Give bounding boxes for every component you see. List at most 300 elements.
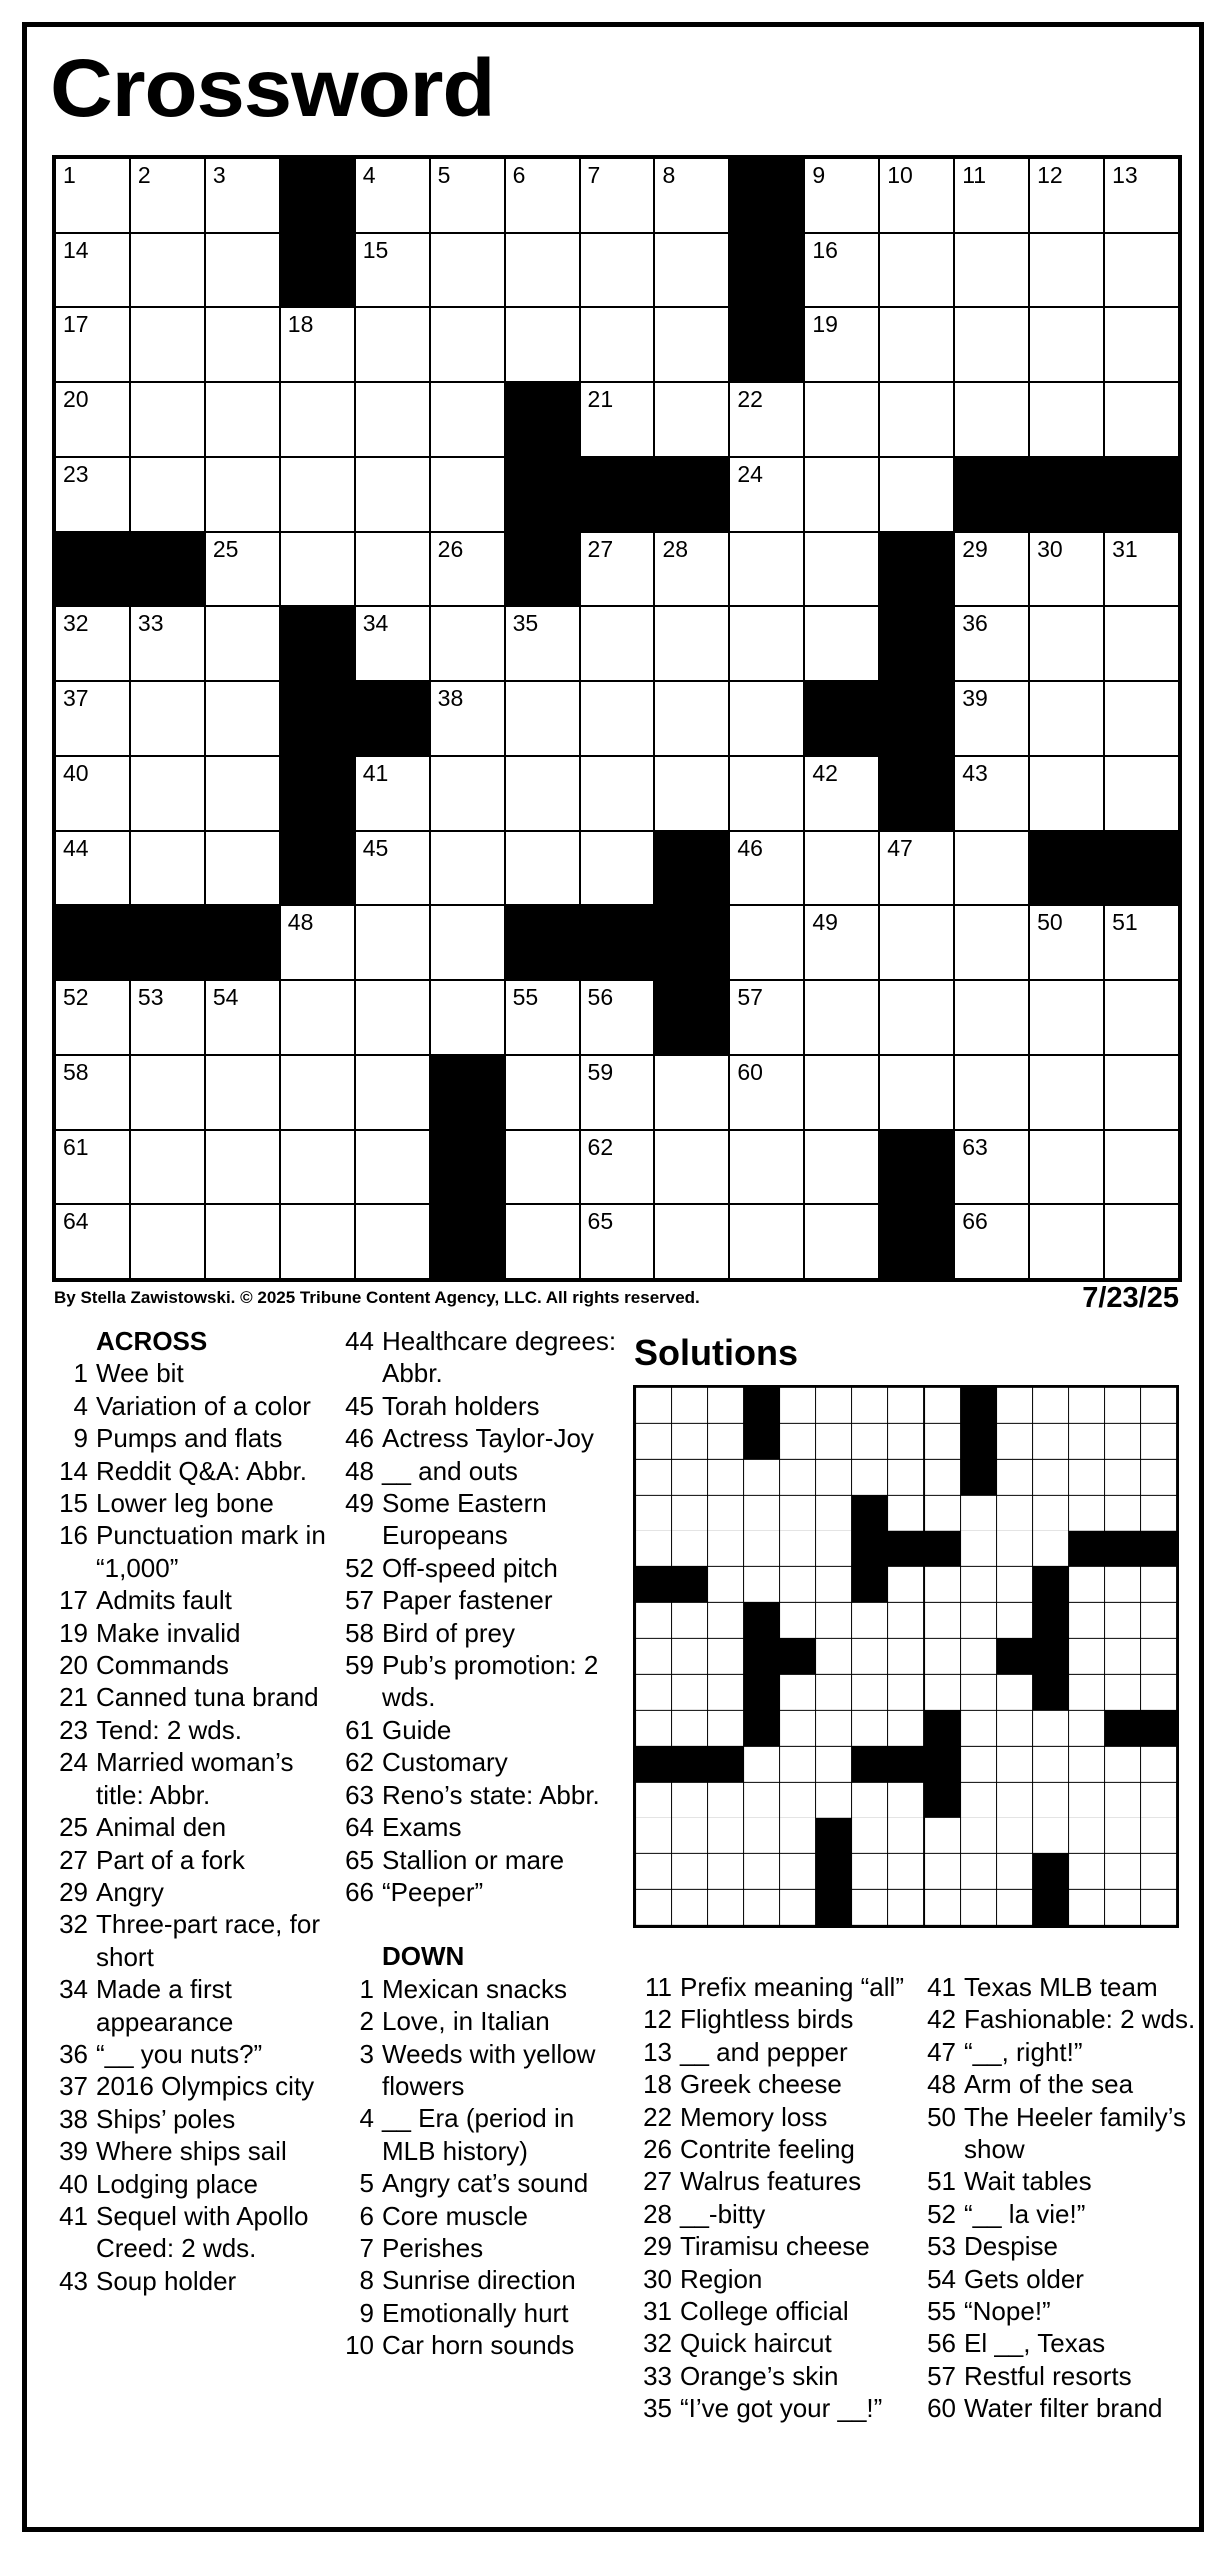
grid-cell[interactable] — [655, 682, 728, 755]
grid-cell[interactable] — [356, 1205, 429, 1278]
clue-label-number: 49 — [345, 1488, 374, 1519]
grid-cell[interactable] — [880, 1056, 953, 1129]
grid-cell[interactable] — [431, 832, 504, 905]
grid-cell[interactable] — [431, 234, 504, 307]
grid-cell[interactable] — [281, 981, 354, 1054]
grid-cell[interactable] — [655, 607, 728, 680]
grid-cell[interactable] — [131, 757, 204, 830]
clue-text: Canned tuna brand — [96, 1682, 319, 1713]
solution-cell — [961, 1496, 996, 1531]
grid-cell[interactable] — [805, 383, 878, 456]
clue-number: 49 — [812, 909, 838, 936]
grid-cell[interactable] — [730, 1131, 803, 1204]
grid-cell[interactable] — [56, 607, 129, 680]
grid-cell[interactable] — [281, 533, 354, 606]
grid-cell[interactable] — [431, 458, 504, 531]
grid-cell[interactable] — [506, 607, 579, 680]
grid-cell[interactable] — [955, 981, 1028, 1054]
solution-cell — [1069, 1460, 1104, 1495]
across-clue — [336, 1617, 626, 1649]
grid-cell[interactable] — [805, 1056, 878, 1129]
grid-cell[interactable] — [356, 832, 429, 905]
grid-cell[interactable] — [206, 1131, 279, 1204]
grid-cell[interactable] — [1030, 533, 1103, 606]
solution-cell — [997, 1388, 1032, 1423]
grid-cell[interactable] — [955, 1131, 1028, 1204]
grid-cell[interactable] — [730, 1056, 803, 1129]
clue-text: College official — [680, 2296, 849, 2327]
clue-number: 18 — [287, 311, 314, 338]
down-clue — [918, 2036, 1208, 2068]
solution-cell — [1105, 1424, 1140, 1459]
grid-cell[interactable] — [1030, 234, 1103, 307]
grid-cell[interactable] — [581, 533, 654, 606]
grid-cell[interactable] — [1105, 906, 1178, 979]
grid-cell[interactable] — [356, 308, 429, 381]
clue-number: 33 — [137, 610, 164, 637]
solution-cell — [852, 1675, 887, 1710]
grid-cell[interactable] — [506, 234, 579, 307]
grid-cell[interactable] — [805, 757, 878, 830]
grid-cell[interactable] — [955, 832, 1028, 905]
grid-cell[interactable] — [1030, 682, 1103, 755]
clue-text: __-bitty — [680, 2198, 766, 2229]
black-square — [281, 234, 354, 307]
clue-label-number: 45 — [345, 1390, 374, 1421]
grid-cell[interactable] — [581, 1205, 654, 1278]
clue-number: 40 — [63, 759, 89, 786]
grid-cell[interactable] — [431, 308, 504, 381]
grid-cell[interactable] — [880, 981, 953, 1054]
solution-cell — [925, 1388, 960, 1423]
grid-cell[interactable] — [56, 383, 129, 456]
grid-cell[interactable] — [805, 832, 878, 905]
black-square — [581, 906, 654, 979]
grid-cell[interactable] — [131, 832, 204, 905]
grid-cell[interactable] — [1030, 383, 1103, 456]
clue-number: 44 — [63, 834, 89, 861]
clue-text: Water filter brand — [964, 2393, 1163, 2424]
solution-cell — [1033, 1496, 1068, 1531]
grid-cell[interactable] — [206, 1205, 279, 1278]
clue-label-number: 53 — [927, 2231, 956, 2262]
grid-cell[interactable] — [431, 607, 504, 680]
grid-cell[interactable] — [1030, 1056, 1103, 1129]
grid-cell[interactable] — [730, 533, 803, 606]
grid-cell[interactable] — [206, 383, 279, 456]
grid-cell[interactable] — [655, 757, 728, 830]
grid-cell[interactable] — [206, 757, 279, 830]
grid-cell[interactable] — [1105, 1056, 1178, 1129]
solution-cell — [997, 1854, 1032, 1889]
grid-cell[interactable] — [1030, 607, 1103, 680]
grid-cell[interactable] — [356, 1056, 429, 1129]
clue-number: 11 — [962, 162, 987, 188]
grid-cell[interactable] — [56, 757, 129, 830]
grid-cell[interactable] — [581, 607, 654, 680]
solution-cell — [961, 1675, 996, 1710]
grid-cell[interactable] — [955, 383, 1028, 456]
grid-cell[interactable] — [131, 1131, 204, 1204]
solution-cell — [1033, 1747, 1068, 1782]
grid-cell[interactable] — [880, 383, 953, 456]
grid-cell[interactable] — [805, 1205, 878, 1278]
grid-cell[interactable] — [56, 308, 129, 381]
grid-cell[interactable] — [880, 308, 953, 381]
clue-text: “Peeper” — [382, 1876, 484, 1907]
grid-cell[interactable] — [281, 1056, 354, 1129]
clue-text: Tend: 2 wds. — [96, 1714, 242, 1745]
grid-cell[interactable] — [955, 1056, 1028, 1129]
grid-cell[interactable] — [506, 308, 579, 381]
solution-cell — [744, 1890, 779, 1925]
grid-cell[interactable] — [56, 1056, 129, 1129]
solution-cell — [780, 1603, 815, 1638]
grid-cell[interactable] — [581, 757, 654, 830]
solution-cell — [888, 1496, 923, 1531]
grid-cell[interactable] — [56, 682, 129, 755]
grid-cell[interactable] — [1030, 1131, 1103, 1204]
grid-cell[interactable] — [1105, 981, 1178, 1054]
solution-cell — [1069, 1424, 1104, 1459]
grid-cell[interactable] — [1030, 906, 1103, 979]
grid-cell[interactable] — [730, 607, 803, 680]
down-clue — [634, 2392, 924, 2424]
clue-text: Walrus features — [680, 2166, 862, 2197]
grid-cell[interactable] — [805, 458, 878, 531]
across-clue — [50, 2200, 340, 2265]
grid-cell[interactable] — [431, 981, 504, 1054]
clue-number: 16 — [812, 236, 838, 263]
grid-cell[interactable] — [805, 1131, 878, 1204]
down-clue — [336, 2167, 626, 2199]
solution-cell — [1141, 1567, 1176, 1602]
grid-cell[interactable] — [206, 682, 279, 755]
grid-cell[interactable] — [880, 234, 953, 307]
clue-text: Reno’s state: Abbr. — [382, 1779, 600, 1810]
solution-cell — [1141, 1854, 1176, 1889]
solution-cell — [816, 1531, 851, 1566]
grid-cell[interactable] — [431, 682, 504, 755]
grid-cell[interactable] — [56, 832, 129, 905]
solutions-grid — [633, 1385, 1179, 1928]
solution-cell — [636, 1460, 671, 1495]
clue-label-number: 44 — [345, 1326, 374, 1356]
grid-cell[interactable] — [206, 1056, 279, 1129]
grid-cell[interactable] — [281, 906, 354, 979]
clue-number: 9 — [812, 162, 826, 188]
clue-number: 7 — [587, 162, 601, 188]
grid-cell[interactable] — [356, 757, 429, 830]
clue-number: 19 — [812, 311, 838, 338]
solution-black-square — [888, 1747, 923, 1782]
black-square — [281, 757, 354, 830]
grid-cell[interactable] — [805, 234, 878, 307]
grid-cell[interactable] — [56, 159, 129, 232]
grid-cell[interactable] — [506, 682, 579, 755]
grid-cell[interactable] — [1030, 757, 1103, 830]
clue-label-number: 20 — [59, 1650, 88, 1681]
solution-black-square — [1105, 1711, 1140, 1746]
grid-cell[interactable] — [206, 607, 279, 680]
grid-cell[interactable] — [206, 308, 279, 381]
clue-label-number: 9 — [73, 1423, 88, 1454]
solution-cell — [672, 1388, 707, 1423]
grid-cell[interactable] — [56, 981, 129, 1054]
down-clue — [918, 2198, 1208, 2230]
clue-text: Torah holders — [382, 1390, 540, 1421]
grid-cell[interactable] — [880, 832, 953, 905]
grid-cell[interactable] — [655, 234, 728, 307]
grid-cell[interactable] — [880, 159, 953, 232]
grid-cell[interactable] — [431, 383, 504, 456]
grid-cell[interactable] — [955, 682, 1028, 755]
grid-cell[interactable] — [1030, 1205, 1103, 1278]
solution-cell — [708, 1783, 743, 1818]
solution-cell — [1033, 1783, 1068, 1818]
grid-cell[interactable] — [955, 159, 1028, 232]
solution-cell — [780, 1890, 815, 1925]
solution-cell — [925, 1424, 960, 1459]
grid-cell[interactable] — [56, 234, 129, 307]
grid-cell[interactable] — [1105, 1205, 1178, 1278]
grid-cell[interactable] — [805, 981, 878, 1054]
black-square — [880, 1205, 953, 1278]
grid-cell[interactable] — [730, 383, 803, 456]
grid-cell[interactable] — [356, 533, 429, 606]
grid-cell[interactable] — [356, 981, 429, 1054]
solution-cell — [997, 1747, 1032, 1782]
grid-cell[interactable] — [506, 1131, 579, 1204]
grid-cell[interactable] — [581, 682, 654, 755]
grid-cell[interactable] — [655, 1131, 728, 1204]
solution-black-square — [816, 1890, 851, 1925]
grid-cell[interactable] — [1105, 533, 1178, 606]
solution-cell — [672, 1531, 707, 1566]
grid-cell[interactable] — [805, 159, 878, 232]
grid-cell[interactable] — [1105, 159, 1178, 232]
clue-number: 14 — [63, 236, 89, 263]
grid-cell[interactable] — [131, 159, 204, 232]
grid-cell[interactable] — [1105, 1131, 1178, 1204]
grid-cell[interactable] — [281, 383, 354, 456]
grid-cell[interactable] — [206, 832, 279, 905]
grid-cell[interactable] — [730, 757, 803, 830]
grid-cell[interactable] — [1105, 383, 1178, 456]
black-square — [880, 757, 953, 830]
grid-cell[interactable] — [131, 682, 204, 755]
grid-cell[interactable] — [1105, 757, 1178, 830]
grid-cell[interactable] — [655, 383, 728, 456]
clue-label-number: 65 — [345, 1844, 374, 1875]
grid-cell[interactable] — [581, 1131, 654, 1204]
clue-number: 56 — [587, 984, 614, 1011]
grid-cell[interactable] — [730, 1205, 803, 1278]
grid-cell[interactable] — [955, 757, 1028, 830]
clue-number: 51 — [1112, 909, 1138, 936]
grid-cell[interactable] — [131, 383, 204, 456]
solution-cell — [708, 1890, 743, 1925]
grid-cell[interactable] — [581, 832, 654, 905]
grid-cell[interactable] — [1030, 159, 1103, 232]
grid-cell[interactable] — [206, 981, 279, 1054]
grid-cell[interactable] — [955, 533, 1028, 606]
grid-cell[interactable] — [730, 981, 803, 1054]
grid-cell[interactable] — [206, 159, 279, 232]
grid-cell[interactable] — [206, 458, 279, 531]
grid-cell[interactable] — [655, 308, 728, 381]
down-clue — [336, 1973, 626, 2005]
grid-cell[interactable] — [955, 308, 1028, 381]
clue-number: 5 — [437, 162, 451, 188]
grid-cell[interactable] — [655, 1205, 728, 1278]
grid-cell[interactable] — [1105, 607, 1178, 680]
solution-black-square — [925, 1531, 960, 1566]
grid-cell[interactable] — [581, 383, 654, 456]
grid-cell[interactable] — [206, 533, 279, 606]
grid-cell[interactable] — [56, 1131, 129, 1204]
grid-cell[interactable] — [356, 234, 429, 307]
grid-cell[interactable] — [131, 981, 204, 1054]
grid-cell[interactable] — [506, 832, 579, 905]
grid-cell[interactable] — [1030, 981, 1103, 1054]
solution-cell — [1069, 1675, 1104, 1710]
grid-cell[interactable] — [56, 1205, 129, 1278]
clue-label-number: 58 — [345, 1617, 374, 1648]
clue-number: 37 — [63, 685, 89, 712]
grid-cell[interactable] — [1105, 308, 1178, 381]
grid-cell[interactable] — [730, 906, 803, 979]
solution-cell — [672, 1424, 707, 1459]
clue-number: 31 — [1112, 535, 1138, 562]
clue-text: Angry cat’s sound — [382, 2168, 589, 2199]
clue-label-number: 14 — [59, 1455, 88, 1486]
clue-number: 21 — [587, 386, 614, 413]
grid-cell[interactable] — [805, 906, 878, 979]
grid-cell[interactable] — [281, 1131, 354, 1204]
clue-text: “__ you nuts?” — [96, 2038, 263, 2069]
grid-cell[interactable] — [356, 607, 429, 680]
grid-cell[interactable] — [506, 159, 579, 232]
grid-cell[interactable] — [506, 757, 579, 830]
grid-cell[interactable] — [955, 607, 1028, 680]
down-clue — [634, 2327, 924, 2359]
grid-cell[interactable] — [356, 159, 429, 232]
grid-cell[interactable] — [56, 458, 129, 531]
grid-cell[interactable] — [655, 533, 728, 606]
clue-number: 54 — [212, 984, 239, 1011]
grid-cell[interactable] — [131, 1205, 204, 1278]
solution-cell — [1141, 1603, 1176, 1638]
solution-black-square — [852, 1496, 887, 1531]
clue-label-number: 26 — [643, 2134, 672, 2165]
grid-cell[interactable] — [880, 458, 953, 531]
solution-cell — [1033, 1388, 1068, 1423]
clue-label-number: 46 — [345, 1423, 374, 1454]
grid-cell[interactable] — [880, 906, 953, 979]
clue-label-number: 42 — [927, 2004, 956, 2035]
grid-cell[interactable] — [805, 308, 878, 381]
clue-label-number: 39 — [59, 2136, 88, 2167]
grid-cell[interactable] — [730, 832, 803, 905]
grid-cell[interactable] — [131, 458, 204, 531]
grid-cell[interactable] — [955, 1205, 1028, 1278]
solution-cell — [997, 1460, 1032, 1495]
grid-cell[interactable] — [730, 458, 803, 531]
grid-cell[interactable] — [431, 906, 504, 979]
grid-cell[interactable] — [581, 981, 654, 1054]
clue-number: 47 — [887, 834, 913, 861]
grid-cell[interactable] — [506, 981, 579, 1054]
grid-cell[interactable] — [281, 1205, 354, 1278]
grid-cell[interactable] — [431, 533, 504, 606]
grid-cell[interactable] — [131, 234, 204, 307]
grid-cell[interactable] — [581, 1056, 654, 1129]
grid-cell[interactable] — [281, 458, 354, 531]
grid-cell[interactable] — [805, 533, 878, 606]
clue-text: Three-part race, for short — [96, 1909, 320, 1972]
solution-black-square — [636, 1747, 671, 1782]
grid-cell[interactable] — [356, 458, 429, 531]
grid-cell[interactable] — [955, 906, 1028, 979]
clue-number: 1 — [63, 162, 76, 188]
down-clue — [634, 1971, 924, 2003]
solution-cell — [888, 1711, 923, 1746]
across-clue — [50, 2103, 340, 2135]
grid-cell[interactable] — [1105, 682, 1178, 755]
grid-cell[interactable] — [431, 757, 504, 830]
grid-cell[interactable] — [1030, 308, 1103, 381]
clue-label-number: 52 — [345, 1552, 374, 1583]
grid-cell[interactable] — [131, 607, 204, 680]
down-clue — [336, 2297, 626, 2329]
grid-cell[interactable] — [805, 607, 878, 680]
grid-cell[interactable] — [655, 1056, 728, 1129]
across-clue — [336, 1455, 626, 1487]
grid-cell[interactable] — [431, 159, 504, 232]
grid-cell[interactable] — [581, 308, 654, 381]
solution-cell — [708, 1854, 743, 1889]
grid-cell[interactable] — [506, 1205, 579, 1278]
grid-cell[interactable] — [131, 1056, 204, 1129]
grid-cell[interactable] — [356, 383, 429, 456]
down-clue — [634, 2003, 924, 2035]
solution-cell — [997, 1711, 1032, 1746]
down-clue — [634, 2263, 924, 2295]
clue-number: 32 — [63, 610, 89, 637]
grid-cell[interactable] — [506, 1056, 579, 1129]
grid-cell[interactable] — [581, 159, 654, 232]
grid-cell[interactable] — [356, 1131, 429, 1204]
grid-cell[interactable] — [1105, 234, 1178, 307]
grid-cell[interactable] — [356, 906, 429, 979]
clue-text: Guide — [382, 1714, 452, 1745]
down-column-3 — [918, 1971, 1208, 2425]
solution-cell — [1069, 1567, 1104, 1602]
grid-cell[interactable] — [730, 682, 803, 755]
solution-cell — [961, 1603, 996, 1638]
grid-cell[interactable] — [131, 308, 204, 381]
solution-cell — [997, 1531, 1032, 1566]
clue-label-number: 2 — [359, 2006, 374, 2037]
solution-black-square — [708, 1747, 743, 1782]
solution-cell — [852, 1639, 887, 1674]
grid-cell[interactable] — [281, 308, 354, 381]
grid-cell[interactable] — [581, 234, 654, 307]
grid-cell[interactable] — [955, 234, 1028, 307]
grid-cell[interactable] — [655, 159, 728, 232]
grid-cell[interactable] — [206, 234, 279, 307]
